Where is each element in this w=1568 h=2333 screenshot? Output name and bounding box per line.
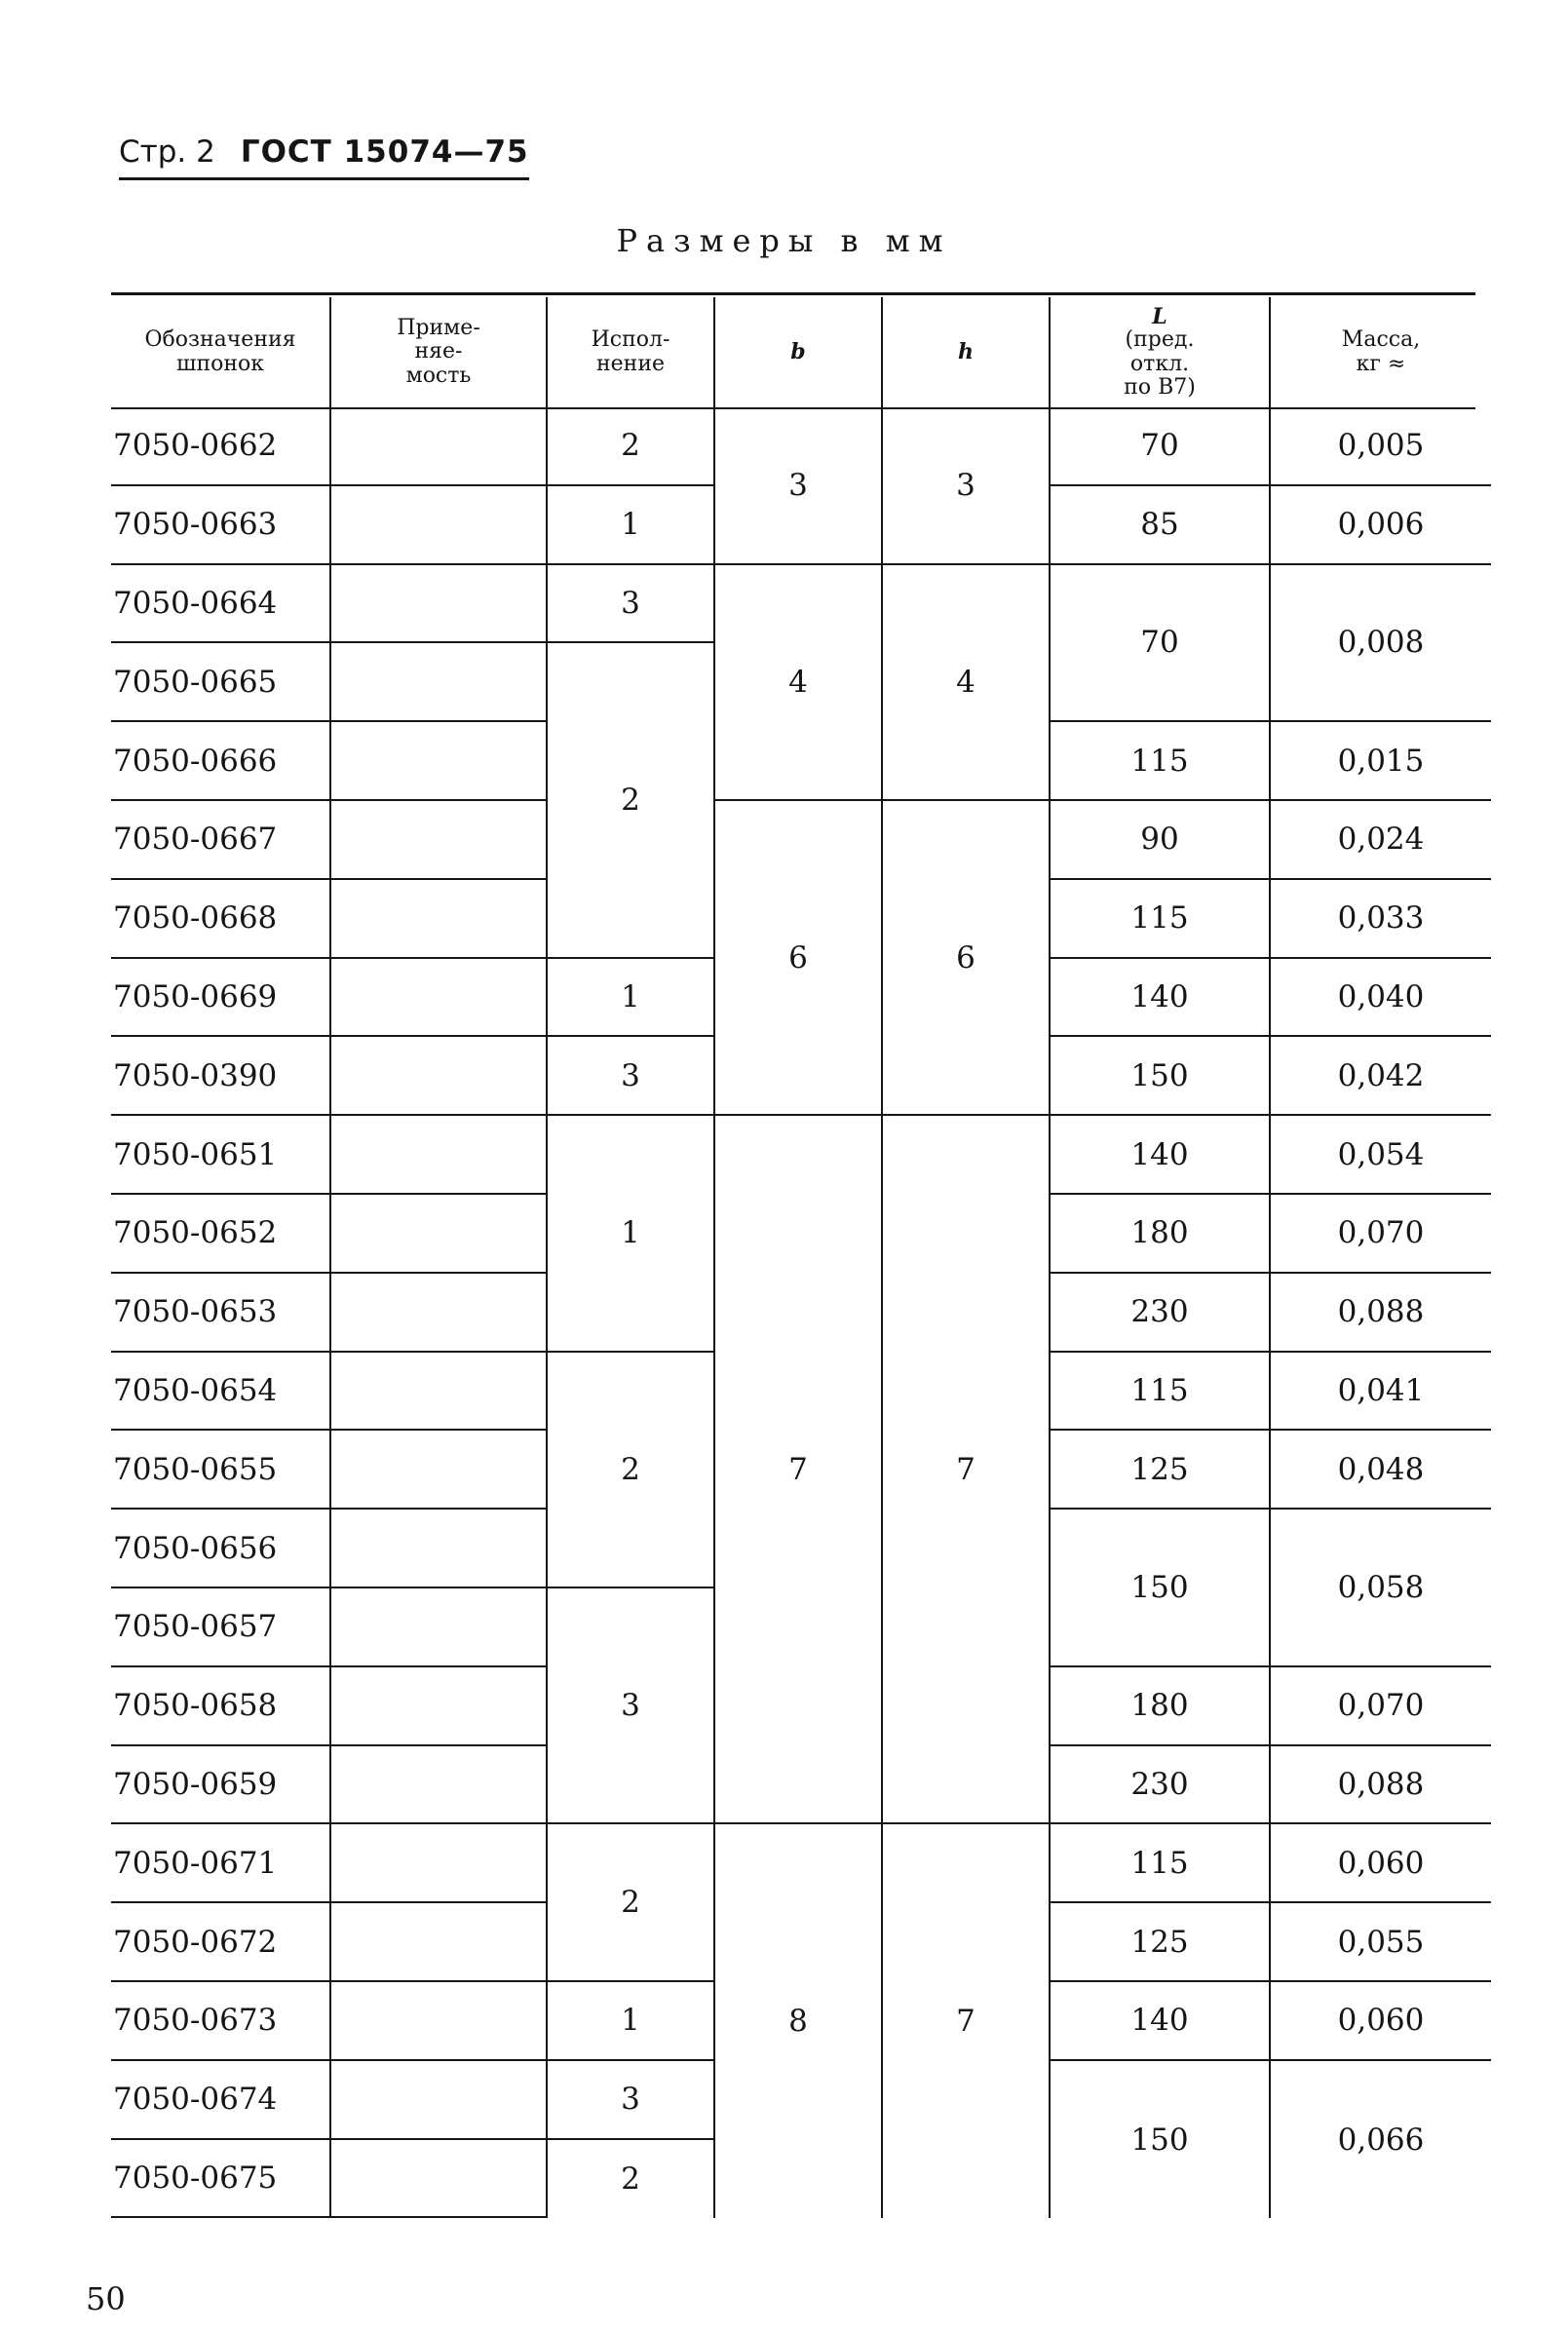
- execution-cell: 2: [548, 1824, 715, 1982]
- mass-cell: 0,088: [1271, 1746, 1491, 1825]
- applicability-cell: [331, 1037, 548, 1116]
- col-header-b: b: [715, 297, 883, 407]
- length-cell: 115: [1051, 880, 1271, 959]
- mass-cell: 0,054: [1271, 1116, 1491, 1195]
- applicability-cell: [331, 565, 548, 644]
- applicability-cell: [331, 1431, 548, 1510]
- mass-cell: 0,060: [1271, 1982, 1491, 2061]
- b-cell: 6: [715, 801, 883, 1116]
- applicability-cell: [331, 486, 548, 565]
- execution-cell: 1: [548, 1982, 715, 2061]
- designation-cell: 7050-0675: [111, 2140, 331, 2219]
- applicability-cell: [331, 1510, 548, 1588]
- designation-cell: 7050-0656: [111, 1510, 331, 1588]
- applicability-cell: [331, 2061, 548, 2140]
- designation-cell: 7050-0651: [111, 1116, 331, 1195]
- b-cell: 4: [715, 565, 883, 801]
- length-cell: 140: [1051, 1982, 1271, 2061]
- col-header-h: h: [883, 297, 1051, 407]
- designation-cell: 7050-0664: [111, 565, 331, 644]
- mass-cell: 0,070: [1271, 1667, 1491, 1746]
- execution-cell: 2: [548, 2140, 715, 2219]
- execution-cell: 2: [548, 407, 715, 486]
- mass-cell: 0,024: [1271, 801, 1491, 880]
- designation-cell: 7050-0666: [111, 722, 331, 801]
- execution-cell: 1: [548, 486, 715, 565]
- designation-cell: 7050-0671: [111, 1824, 331, 1903]
- designation-cell: 7050-0672: [111, 1903, 331, 1982]
- designation-cell: 7050-0667: [111, 801, 331, 880]
- applicability-cell: [331, 1746, 548, 1825]
- mass-cell: 0,048: [1271, 1431, 1491, 1510]
- b-cell: 3: [715, 407, 883, 565]
- length-cell: 115: [1051, 1353, 1271, 1432]
- applicability-cell: [331, 1195, 548, 1274]
- col-header-execution: Испол- нение: [548, 297, 715, 407]
- applicability-cell: [331, 722, 548, 801]
- length-cell: 70: [1051, 407, 1271, 486]
- designation-cell: 7050-0665: [111, 643, 331, 722]
- designation-cell: 7050-0658: [111, 1667, 331, 1746]
- applicability-cell: [331, 1274, 548, 1353]
- applicability-cell: [331, 801, 548, 880]
- length-cell: 150: [1051, 1510, 1271, 1667]
- mass-cell: 0,015: [1271, 722, 1491, 801]
- execution-cell: 1: [548, 959, 715, 1038]
- col-header-length: L (пред. откл. по B7): [1051, 297, 1271, 407]
- mass-cell: 0,033: [1271, 880, 1491, 959]
- length-cell: 115: [1051, 1824, 1271, 1903]
- applicability-cell: [331, 2140, 548, 2219]
- mass-cell: 0,066: [1337, 2122, 1425, 2158]
- col-header-designation: Обозначения шпонок: [111, 297, 331, 407]
- designation-cell: 7050-0673: [111, 1982, 331, 2061]
- length-cell: 180: [1051, 1667, 1271, 1746]
- length-cell: 70: [1051, 565, 1271, 723]
- execution-cell: 3: [548, 2061, 715, 2140]
- execution-cell: 3: [548, 1037, 715, 1116]
- execution-cell: 3: [548, 1588, 715, 1824]
- length-cell: 150: [1051, 2061, 1271, 2219]
- col-header-applicability: Приме- няе- мость: [331, 297, 548, 407]
- applicability-cell: [331, 1588, 548, 1667]
- page-number: 50: [86, 2280, 126, 2317]
- designation-cell: 7050-0674: [111, 2061, 331, 2140]
- page-label: Стр. 2: [119, 134, 215, 170]
- mass-cell: 0,060: [1271, 1824, 1491, 1903]
- applicability-cell: [331, 1353, 548, 1432]
- h-cell: 7: [883, 1116, 1051, 1824]
- applicability-cell: [331, 643, 548, 722]
- mass-cell: 0,008: [1271, 565, 1491, 723]
- mass-cell: 0,042: [1271, 1037, 1491, 1116]
- execution-cell: 3: [548, 565, 715, 644]
- mass-cell: 0,055: [1271, 1903, 1491, 1982]
- col-header-mass: Масса, кг ≈: [1341, 327, 1421, 376]
- length-cell: 115: [1051, 722, 1271, 801]
- mass-cell: 0,005: [1271, 407, 1491, 486]
- designation-cell: 7050-0668: [111, 880, 331, 959]
- designation-cell: 7050-0669: [111, 959, 331, 1038]
- designation-cell: 7050-0652: [111, 1195, 331, 1274]
- length-cell: 140: [1051, 1116, 1271, 1195]
- length-cell: 230: [1051, 1746, 1271, 1825]
- designation-cell: 7050-0654: [111, 1353, 331, 1432]
- mass-cell: 0,040: [1271, 959, 1491, 1038]
- length-cell: 140: [1051, 959, 1271, 1038]
- length-cell: 180: [1051, 1195, 1271, 1274]
- applicability-cell: [331, 1824, 548, 1903]
- h-cell: 4: [883, 565, 1051, 801]
- designation-cell: 7050-0655: [111, 1431, 331, 1510]
- execution-cell: 1: [548, 1116, 715, 1352]
- h-cell: 3: [883, 407, 1051, 565]
- b-cell: 8: [715, 1824, 883, 2218]
- designation-cell: 7050-0653: [111, 1274, 331, 1353]
- length-cell: 150: [1051, 1037, 1271, 1116]
- b-cell: 7: [715, 1116, 883, 1824]
- length-cell: 125: [1051, 1431, 1271, 1510]
- applicability-cell: [331, 1982, 548, 2061]
- applicability-cell: [331, 407, 548, 486]
- designation-cell: 7050-0390: [111, 1037, 331, 1116]
- length-cell: 125: [1051, 1903, 1271, 1982]
- length-cell: 230: [1051, 1274, 1271, 1353]
- applicability-cell: [331, 880, 548, 959]
- length-cell: 85: [1051, 486, 1271, 565]
- execution-cell: 2: [548, 1353, 715, 1588]
- mass-cell: 0,041: [1271, 1353, 1491, 1432]
- designation-cell: 7050-0659: [111, 1746, 331, 1825]
- standard-number: ГОСТ 15074—75: [240, 134, 529, 170]
- designation-cell: 7050-0657: [111, 1588, 331, 1667]
- mass-cell: 0,006: [1271, 486, 1491, 565]
- length-cell: 90: [1051, 801, 1271, 880]
- execution-cell: 2: [548, 643, 715, 958]
- designation-cell: 7050-0662: [111, 407, 331, 486]
- applicability-cell: [331, 1903, 548, 1982]
- applicability-cell: [331, 1667, 548, 1746]
- units-caption: Размеры в мм: [616, 222, 952, 259]
- h-cell: 6: [883, 801, 1051, 1116]
- applicability-cell: [331, 959, 548, 1038]
- mass-cell: 0,070: [1271, 1195, 1491, 1274]
- h-cell: 7: [883, 1824, 1051, 2218]
- designation-cell: 7050-0663: [111, 486, 331, 565]
- mass-cell: 0,088: [1271, 1274, 1491, 1353]
- applicability-cell: [331, 1116, 548, 1195]
- mass-cell: 0,058: [1271, 1510, 1491, 1667]
